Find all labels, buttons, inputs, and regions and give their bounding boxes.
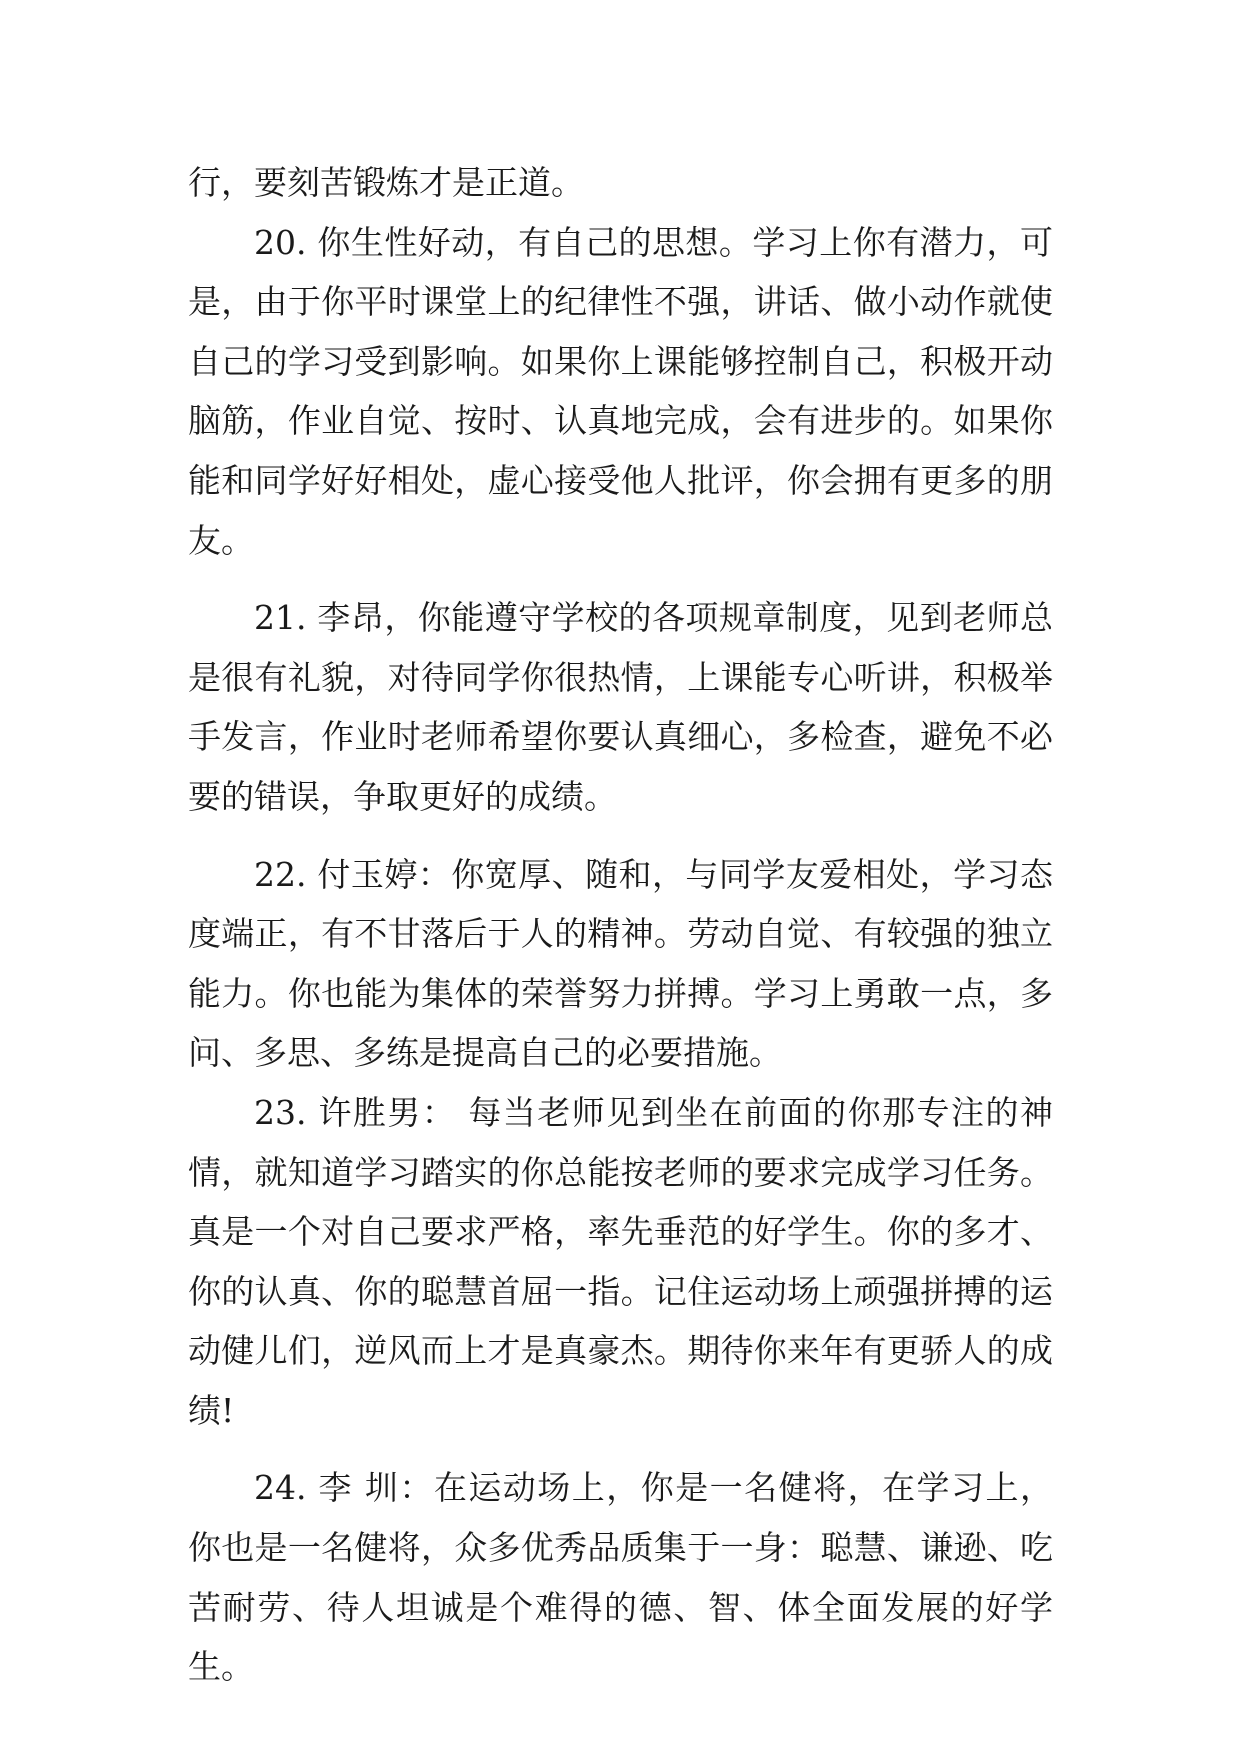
paragraph-23: 23. 许胜男： 每当老师见到坐在前面的你那专注的神情，就知道学习踏实的你总能按老师的要求完成学习任务。真是一个对自己要求严格，率先垂范的好学生。你的多才、你的认真、你的聪慧首屈一指。记住运动场上顽强拼搏的运动健儿们，逆风而上才是真豪杰。期待你来年有更骄人的成绩! (188, 1092, 1053, 1430)
paragraph-21: 21. 李昂，你能遵守学校的各项规章制度，见到老师总是很有礼貌，对待同学你很热情，上课能专心听讲，积极举手发言，作业时老师希望你要认真细心，多检查，避免不必要的错误，争取更好的成绩。 (188, 598, 1053, 816)
document-body (188, 153, 1053, 1697)
paragraph-20: 20. 你生性好动，有自己的思想。学习上你有潜力，可是，由于你平时课堂上的纪律性不强，讲话、做小动作就使自己的学习受到影响。如果你上课能够控制自己，积极开动脑筋，作业自觉、按时、认真地完成，会有进步的。如果你能和同学好好相处，虚心接受他人批评，你会拥有更多的朋友。 (188, 222, 1053, 560)
paragraph-22: 22. 付玉婷：你宽厚、随和，与同学友爱相处，学习态度端正，有不甘落后于人的精神。劳动自觉、有较强的独立能力。你也能为集体的荣誉努力拼搏。学习上勇敢一点，多问、多思、多练是提高自己的必要措施。 (188, 854, 1053, 1073)
paragraph-continuation: 行，要刻苦锻炼才是正道。 (188, 163, 584, 202)
paragraph-24: 24. 李 圳：在运动场上，你是一名健将，在学习上，你也是一名健将，众多优秀品质集于一身：聪慧、谦逊、吃苦耐劳、待人坦诚是个难得的德、智、体全面发展的好学生。 (188, 1468, 1053, 1687)
